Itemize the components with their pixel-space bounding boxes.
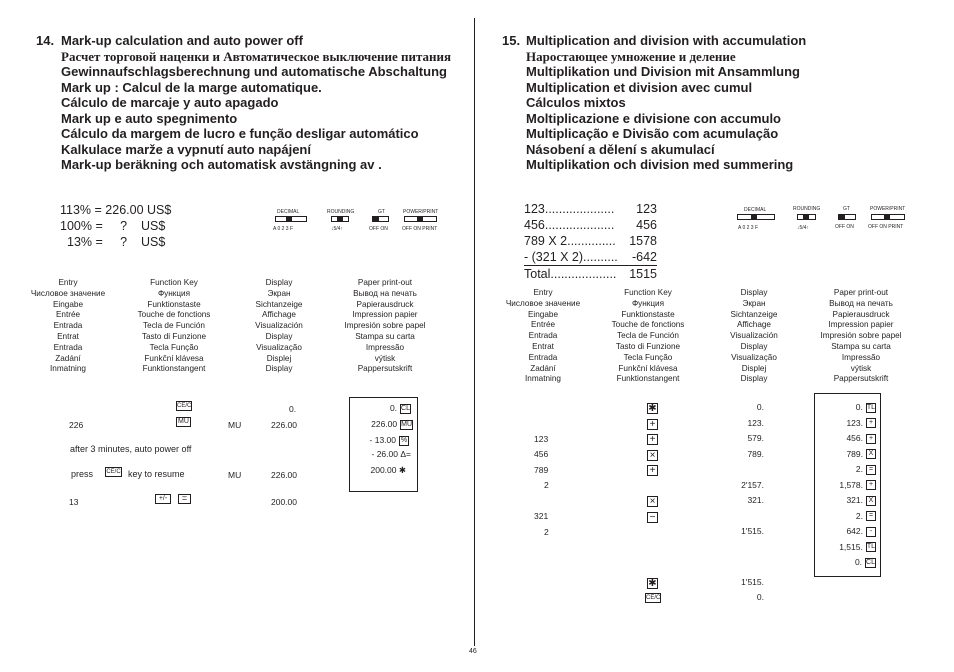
entry-value: 13: [69, 497, 79, 507]
press-label: press: [71, 469, 94, 479]
paper-column-header: Paper print-out Вывод на печать Papierausdruck Impression papier Impresión sobre papel Stampa su carta Impressão výtisk Pappersutskrift: [820, 288, 902, 384]
operation-label: MU: [228, 470, 242, 480]
display-value: 321.: [747, 495, 764, 505]
display-value: 0.: [756, 592, 764, 602]
entry-value: 226: [69, 420, 84, 430]
operation-label: MU: [228, 420, 242, 430]
heading-es: Cálculo de marcaje y auto apagado: [61, 95, 279, 110]
heading-cz: Násobení a dělení s akumulací: [526, 141, 715, 157]
power-switch: [871, 214, 905, 220]
gt-switch: [838, 214, 856, 220]
gt-label: GT: [843, 206, 850, 212]
left-example: [60, 202, 171, 250]
right-heading-block: [526, 33, 806, 173]
paper-printout: [349, 397, 418, 492]
paper-line: 0. CL: [854, 557, 875, 567]
section-number-15: 15.: [502, 33, 521, 48]
decimal-switch: [737, 214, 775, 220]
display-column-header: Display Экран Sichtanzeige Affichage Visualización Display Visualização Displej Display: [255, 278, 303, 374]
heading-se: Mark-up beräkning och automatisk avstängning av .: [61, 157, 382, 172]
paper-line: 0. CL: [389, 403, 410, 413]
heading-it: Mark up e auto spegnimento: [61, 110, 238, 126]
example-line: 113% = 226.00 US$: [60, 203, 172, 217]
paper-line: 2. =: [856, 464, 876, 475]
function-column-header: Function Key Функция Funktionstaste Touche de fonctions Tecla de Función Tasto di Funzione Tecla Função Funkční klávesa Funktionstangent: [137, 278, 211, 374]
display-column-header: Display Экран Sichtanzeige Affichage Visualización Display Visualização Displej Display: [730, 288, 778, 384]
paper-line: - 13.00 %: [369, 435, 408, 445]
display-value: 1'515.: [741, 576, 764, 587]
heading-ru: Нарoстающее умножение и деление: [526, 48, 736, 64]
paper-line: 789. X: [846, 449, 876, 460]
gt-switch: [372, 216, 389, 222]
gt-label: GT: [378, 209, 385, 215]
entry-column-header: Entry Числовое значение Eingabe Entrée Entrada Entrat Entrada Zadání Inmatning: [505, 288, 581, 384]
display-value: 226.00: [271, 420, 297, 430]
rounding-switch: [331, 216, 349, 222]
decimal-positions: A 0 2 3 F: [738, 225, 759, 231]
power-positions: OFF ON PRINT: [402, 226, 438, 232]
display-value: 0.: [756, 402, 764, 412]
example-line: 100% = ? US$: [60, 219, 166, 233]
function-key: CE/C: [646, 595, 661, 601]
paper-line: 2. =: [856, 511, 876, 522]
display-value: 1'515.: [741, 526, 764, 536]
function-key: +: [647, 465, 658, 476]
entry-value: 456: [534, 449, 549, 459]
example-total: Total................... 1515: [524, 267, 657, 281]
heading-es: Cálculos mixtos: [526, 95, 626, 110]
heading-it: Moltiplicazione e divisione con accumulo: [526, 110, 781, 126]
heading-de: Multiplikation und Division mit Ansammlung: [526, 64, 800, 79]
function-key: ✱: [648, 403, 657, 414]
heading-cz: Kalkulace marže a vypnutí auto napájení: [61, 141, 311, 157]
rounding-positions: ↓5/4↑: [797, 225, 809, 231]
function-key: +: [647, 419, 658, 430]
paper-line: 123. +: [846, 418, 876, 429]
cec-key: CE/C: [177, 403, 192, 409]
cec-key: CE/C: [106, 469, 121, 475]
heading-fr: Multiplication et division avec cumul: [526, 79, 753, 95]
paper-line: 200.00 ✱: [370, 465, 406, 475]
paper-line: 321. X: [846, 495, 876, 506]
heading-se: Multiplikation och division med summering: [526, 157, 794, 172]
entry-value: 123: [534, 433, 549, 444]
right-example: [524, 201, 657, 282]
gt-positions: OFF ON: [835, 224, 854, 230]
rounding-label: ROUNDING: [793, 206, 821, 212]
display-value: 789.: [747, 448, 764, 459]
decimal-label: DECIMAL: [277, 209, 300, 215]
entry-value: 321: [534, 511, 549, 521]
function-key: +: [647, 434, 658, 445]
example-line: 123.................... 123: [524, 202, 657, 216]
heading-pt: Multiplicação e Divisão com acumulação: [526, 126, 779, 141]
display-value: 2'157.: [741, 479, 764, 490]
example-line: 13% = ? US$: [67, 235, 166, 249]
heading-ru: Расчет торговой наценки и Автоматическое выключение питания: [61, 48, 452, 64]
decimal-switch: [275, 216, 307, 222]
equals-key: =: [178, 494, 191, 504]
rounding-positions: ↓5/4↑: [331, 226, 343, 232]
function-key: ×: [647, 450, 658, 461]
heading-fr: Mark up : Calcul de la marge automatique.: [61, 79, 322, 95]
rounding-switch: [797, 214, 816, 220]
function-key: ✱: [648, 577, 657, 589]
entry-value: 2: [544, 480, 549, 490]
sign-change-key: +/-: [155, 494, 171, 504]
left-heading-block: [61, 33, 451, 173]
auto-power-off-note: after 3 minutes, auto power off: [70, 444, 192, 454]
paper-line: 226.00 MU: [371, 419, 412, 429]
heading-pt: Cálculo da margem de lucro e função desligar automático: [61, 126, 419, 141]
heading-de: Gewinnaufschlagsberechnung und automatische Abschaltung: [61, 64, 447, 79]
example-line: - (321 X 2).......... -642: [524, 250, 657, 264]
display-value: 0.: [289, 404, 297, 414]
display-value: 226.00: [271, 470, 297, 480]
example-line: 456.................... 456: [524, 218, 657, 232]
paper-line: 0. TL: [855, 402, 875, 412]
power-positions: OFF ON PRINT: [868, 224, 904, 230]
paper-line: 1,515. TL: [839, 541, 875, 552]
decimal-label: DECIMAL: [744, 207, 767, 213]
example-line: 789 X 2.............. 1578: [524, 234, 657, 248]
display-value: 579.: [747, 433, 764, 443]
gt-positions: OFF ON: [369, 226, 388, 232]
page-divider: [474, 18, 475, 646]
decimal-positions: A 0 2 3 F: [273, 226, 294, 232]
power-switch: [404, 216, 437, 222]
paper-line: 456. +: [846, 433, 876, 444]
function-key: ×: [647, 496, 658, 507]
paper-column-header: Paper print-out Вывод на печать Papierausdruck Impression papier Impresión sobre papel Stampa su carta Impressão výtisk Pappersutskrift: [344, 278, 426, 374]
heading-en: Multiplication and division with accumulation: [526, 33, 807, 48]
display-value: 123.: [747, 417, 764, 428]
paper-line: - 26.00 Δ=: [371, 449, 411, 459]
resume-label: key to resume: [128, 469, 185, 479]
power-label: POWER/PRINT: [403, 209, 439, 215]
entry-value: 2: [544, 526, 549, 537]
entry-column-header: Entry Числовое значение Eingabe Entrée Entrada Entrat Entrada Zadání Inmatning: [30, 278, 106, 374]
rounding-label: ROUNDING: [327, 209, 355, 215]
function-column-header: Function Key Функция Funktionstaste Touche de fonctions Tecla de Función Tasto di Funzione Tecla Função Funkční klávesa Funktionstangent: [611, 288, 685, 384]
page-number: 46: [469, 648, 477, 655]
entry-value: 789: [534, 464, 549, 475]
power-label: POWER/PRINT: [870, 206, 906, 212]
paper-line: 642. -: [846, 526, 876, 537]
heading-en: Mark-up calculation and auto power off: [61, 33, 303, 48]
function-key: −: [647, 512, 658, 523]
display-value: 200.00: [271, 497, 297, 507]
paper-line: 1,578. +: [839, 480, 876, 491]
section-number-14: 14.: [36, 33, 55, 48]
mu-key: MU: [176, 417, 191, 427]
